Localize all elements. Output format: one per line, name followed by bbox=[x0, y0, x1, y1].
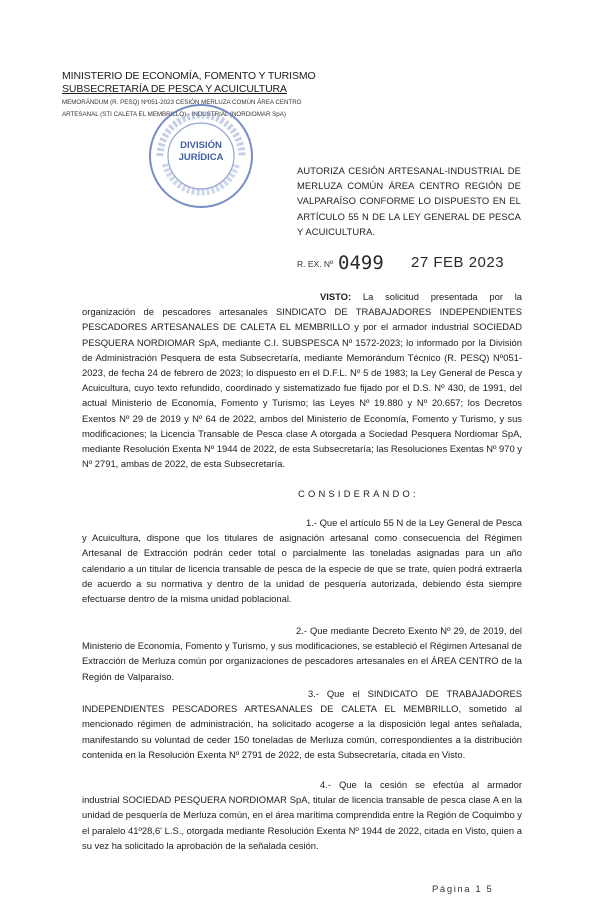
division-juridica-stamp bbox=[147, 102, 255, 210]
considerando-heading: CONSIDERANDO: bbox=[298, 488, 419, 499]
considerando-2-text: 2.- Que mediante Decreto Exento Nº 29, de 2019, del Ministerio de Economía, Fomento y Turismo, y sus modificaciones, se estableció el Régimen Artesanal de Extracción de Merluza común por organizaciones de pescadores artesanales en el ÁREA CENTRO de la Región de Valparaíso. bbox=[82, 625, 522, 682]
resolution-label: R. EX. Nº bbox=[297, 259, 334, 269]
considerando-3 bbox=[82, 686, 522, 762]
reference-line-2: ARTESANAL (STI CALETA EL MEMBRILLO) - INDUSTRIAL (NORDIOMAR SpA) bbox=[62, 110, 286, 118]
considerando-4 bbox=[82, 777, 522, 853]
visto-paragraph bbox=[82, 289, 522, 471]
resolution-date: 27 FEB 2023 bbox=[411, 254, 505, 271]
visto-text: La solicitud presentada por la organización de pescadores artesanales SINDICATO DE TRABAJADORES INDEPENDIENTES PESCADORES ARTESANALES DE CALETA EL MEMBRILLO y por el armador industrial SOCIEDAD PESQUERA NORDIOMAR SpA, mediante C.I. SUBSPESCA Nº 1572-2023; lo informado por la División de Administración Pesquera de esta Subsecretaría, mediante Memorándum Técnico (R. PESQ) Nº051-2023, de fecha 24 de febrero de 2023; lo dispuesto en el D.F.L. Nº 5 de 1983; la Ley General de Pesca y Acuicultura, cuyo texto refundido, coordinado y sistematizado fue fijado por el D.S. Nº 430, de 1991, del actual Ministerio de Economía, Fomento y Turismo; las Leyes Nº 19.880 y Nº 20.657; los Decretos Exentos Nº 29 de 2019 y Nº 64 de 2022, ambos del Ministerio de Economía, Fomento y Turismo, y sus modificaciones; la Licencia Transable de Pesca clase A otorgada a Sociedad Pesquera Nordiomar SpA, mediante Resolución Exenta Nº 1944 de 2022, de esta Subsecretaría; las Resoluciones Exentas Nº 970 y Nº 2791, ambas de 2022, de esta Subsecretaría. bbox=[82, 291, 522, 470]
resolution-number: 0499 bbox=[338, 252, 384, 274]
stamp-line-1: DIVISIÓN bbox=[180, 140, 222, 151]
considerando-1 bbox=[82, 515, 522, 606]
ministry-name: MINISTERIO DE ECONOMÍA, FOMENTO Y TURISMO bbox=[62, 70, 316, 82]
considerando-3-text: 3.- Que el SINDICATO DE TRABAJADORES INDEPENDIENTES PESCADORES ARTESANALES DE CALETA EL MEMBRILLO, sometido al mencionado régimen de administración, ha solicitado acogerse a la disposición legal antes señalada, manifestando su voluntad de ceder 150 toneladas de Merluza común, correspondientes a la distribución contenida en la Resolución Exenta Nº 2791 de 2022, de esta Subsecretaría, citada en Visto. bbox=[82, 688, 522, 760]
considerando-4-text: 4.- Que la cesión se efectúa al armador industrial SOCIEDAD PESQUERA NORDIOMAR SpA, titular de licencia transable de pesca clase A en la unidad de pesquería de Merluza común, en el área marítima comprendida entre la Región de Coquimbo y el paralelo 41º28,6' L.S., otorgada mediante Resolución Exenta Nº 1944 de 2022, citada en Visto, quien a su vez ha solicitado la aprobación de la señalada cesión. bbox=[82, 779, 522, 851]
stamp-line-2: JURÍDICA bbox=[178, 152, 224, 163]
resolution-number-block bbox=[297, 252, 527, 278]
reference-line-1: MEMORÁNDUM (R. PESQ) Nº051-2023 CESIÓN MERLUZA COMÚN ÁREA CENTRO bbox=[62, 99, 302, 106]
visto-heading: VISTO: bbox=[320, 291, 352, 302]
resolution-title: AUTORIZA CESIÓN ARTESANAL-INDUSTRIAL DE MERLUZA COMÚN ÁREA CENTRO REGIÓN DE VALPARAÍSO CONFORME LO DISPUESTO EN EL ARTÍCULO 55 N DE LA LEY GENERAL DE PESCA Y ACUICULTURA. bbox=[297, 165, 521, 237]
page-number: Página 1 5 bbox=[432, 884, 494, 895]
considerando-2 bbox=[82, 623, 522, 684]
subsecretaria-name: SUBSECRETARÍA DE PESCA Y ACUICULTURA bbox=[62, 83, 287, 95]
considerando-1-text: 1.- Que el artículo 55 N de la Ley General de Pesca y Acuicultura, dispone que los titulares de asignación artesanal como consecuencia del Régimen Artesanal de Extracción podrán ceder total o parcialmente las toneladas asignadas para un año calendario a un titular de licencia transable de pesca de la especie de que se trate, quien podrá extraerla de acuerdo a su normativa y dentro de la unidad de pesquería autorizada, debiendo ésta siempre efectuarse dentro de la misma unidad poblacional. bbox=[82, 517, 522, 605]
